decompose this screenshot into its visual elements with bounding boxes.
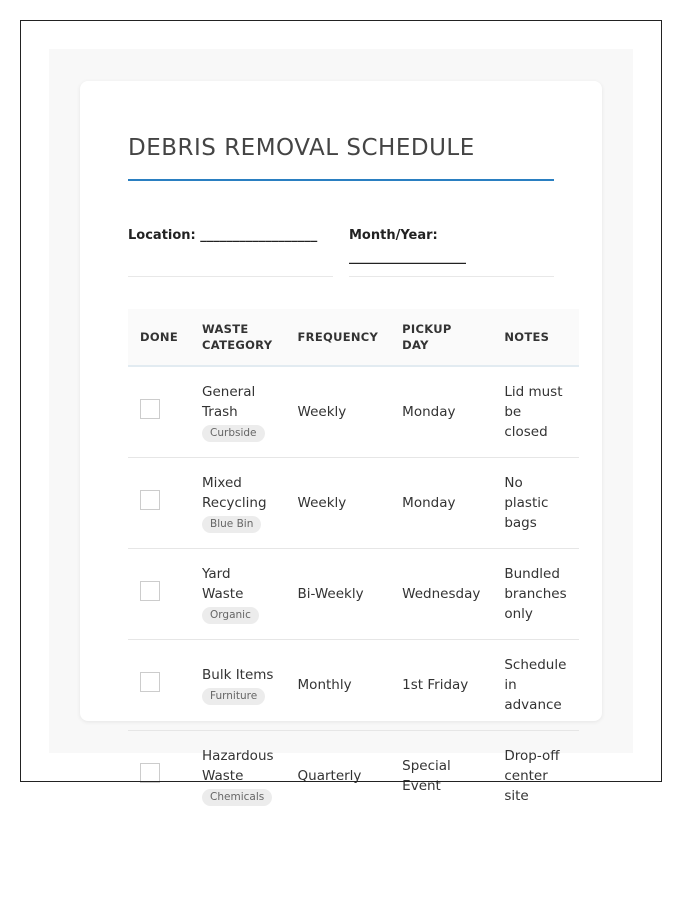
pickup-day: Monday	[390, 457, 492, 548]
category-tag: Organic	[202, 607, 259, 624]
done-checkbox[interactable]	[140, 672, 160, 692]
notes: Schedule in advance	[492, 639, 578, 730]
frequency: Weekly	[286, 366, 391, 457]
waste-category: Bulk Items	[202, 666, 274, 683]
frequency: Monthly	[286, 639, 391, 730]
header-waste-category: WASTE CATEGORY	[190, 309, 286, 366]
notes: Lid must be closed	[492, 366, 578, 457]
frequency: Quarterly	[286, 730, 391, 806]
frequency: Weekly	[286, 457, 391, 548]
pickup-day: Special Event	[390, 730, 492, 806]
done-checkbox[interactable]	[140, 490, 160, 510]
notes: Drop-off center site	[492, 730, 578, 806]
done-checkbox[interactable]	[140, 399, 160, 419]
category-tag: Curbside	[202, 425, 264, 442]
table-row	[128, 548, 579, 639]
title-divider	[128, 179, 554, 181]
pickup-day: 1st Friday	[390, 639, 492, 730]
pickup-day: Wednesday	[390, 548, 492, 639]
category-tag: Blue Bin	[202, 516, 261, 533]
frequency: Bi-Weekly	[286, 548, 391, 639]
schedule-table	[128, 309, 579, 806]
notes: No plastic bags	[492, 457, 578, 548]
location-field[interactable]: Location: __________________	[128, 225, 333, 277]
header-notes: NOTES	[492, 309, 578, 366]
waste-category: Yard Waste	[202, 565, 244, 602]
header-done: DONE	[128, 309, 190, 366]
table-row	[128, 730, 579, 806]
schedule-content	[128, 81, 567, 806]
category-tag: Chemicals	[202, 789, 272, 806]
header-pickup-day: PICKUP DAY	[390, 309, 492, 366]
table-row	[128, 457, 579, 548]
category-tag: Furniture	[202, 688, 265, 705]
month-year-field[interactable]: Month/Year: __________________	[349, 225, 554, 277]
table-row	[128, 366, 579, 457]
done-checkbox[interactable]	[140, 581, 160, 601]
table-row	[128, 639, 579, 730]
waste-category: Mixed Recycling	[202, 474, 267, 511]
notes: Bundled branches only	[492, 548, 578, 639]
waste-category: Hazardous Waste	[202, 747, 274, 784]
page-title: DEBRIS REMOVAL SCHEDULE	[128, 135, 475, 161]
done-checkbox[interactable]	[140, 763, 160, 783]
waste-category: General Trash	[202, 383, 256, 420]
header-frequency: FREQUENCY	[286, 309, 391, 366]
pickup-day: Monday	[390, 366, 492, 457]
